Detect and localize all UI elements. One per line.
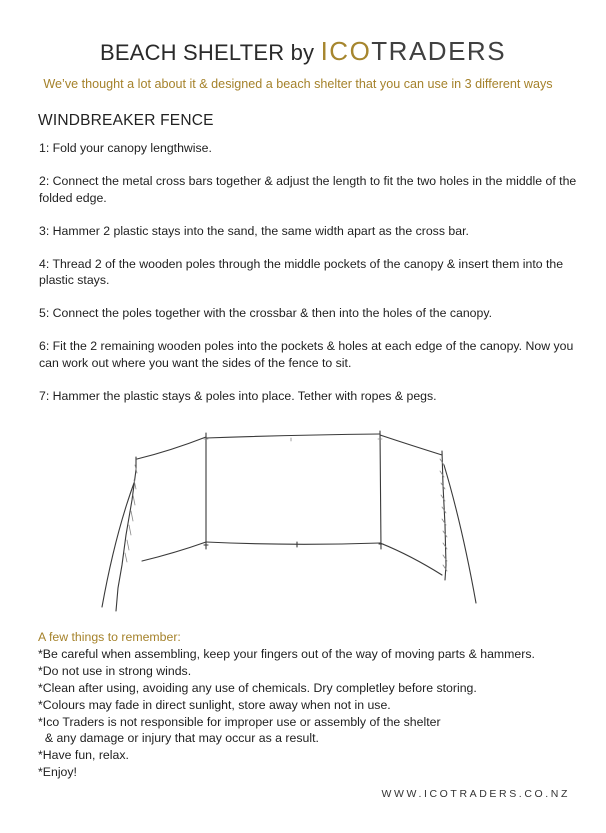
reminder-item: *Ico Traders is not responsible for improper use or assembly of the shelter xyxy=(38,714,441,729)
reminder-item: *Colours may fade in direct sunlight, store away when not in use. xyxy=(38,697,391,712)
reminder-item: & any damage or injury that may occur as a result. xyxy=(38,731,319,746)
step-4: 4: Thread 2 of the wooden poles through the middle pockets of the canopy & insert them into the plastic stays. xyxy=(39,256,564,287)
crossbar-marks xyxy=(204,438,382,441)
middle-top-edge xyxy=(206,434,380,438)
section-title: WINDBREAKER FENCE xyxy=(38,112,214,129)
website-link[interactable]: WWW.ICOTRADERS.CO.NZ xyxy=(381,788,570,800)
tagline: We’ve thought a lot about it & designed a beach shelter that you can use in 3 different ways xyxy=(43,77,553,91)
middle-bottom-edge xyxy=(206,542,380,544)
reminder-item: *Have fun, relax. xyxy=(38,748,129,763)
reminders-section xyxy=(38,629,598,781)
right-panel-bottom-edge xyxy=(380,543,442,575)
reminder-item: *Do not use in strong winds. xyxy=(38,663,192,678)
step-1: 1: Fold your canopy lengthwise. xyxy=(39,141,212,155)
page-title xyxy=(0,36,606,67)
left-panel-bottom-edge xyxy=(142,542,206,561)
left-pole xyxy=(116,457,136,611)
reminders-heading: A few things to remember: xyxy=(38,630,181,644)
right-panel-top-edge xyxy=(380,435,442,455)
step-2: 2: Connect the metal cross bars together & adjust the length to fit the two holes in the middle of the folded edge. xyxy=(39,174,577,205)
step-5: 5: Connect the poles together with the crossbar & then into the holes of the canopy. xyxy=(39,306,492,320)
reminder-item: *Clean after using, avoiding any use of chemicals. Dry completley before storing. xyxy=(38,680,477,695)
left-panel-top-edge xyxy=(137,437,206,459)
step-7: 7: Hammer the plastic stays & poles into place. Tether with ropes & pegs. xyxy=(39,388,437,403)
brand-logo-rest: TRADERS xyxy=(371,36,507,66)
reminder-item: *Enjoy! xyxy=(38,765,77,780)
right-guy-line xyxy=(444,465,476,603)
reminder-item: *Be careful when assembling, keep your fingers out of the way of moving parts & hammers. xyxy=(38,646,535,661)
brand-logo xyxy=(321,36,506,66)
brand-logo-ico: ICO xyxy=(320,36,372,66)
windbreaker-fence-illustration xyxy=(80,425,500,625)
step-3: 3: Hammer 2 plastic stays into the sand, the same width apart as the cross bar. xyxy=(39,223,469,238)
title-prefix: BEACH SHELTER by xyxy=(99,40,321,65)
instruction-steps xyxy=(39,140,579,421)
middle-right-pole xyxy=(380,431,381,549)
step-6: 6: Fit the 2 remaining wooden poles into the pockets & holes at each edge of the canopy. Now you can work out where you want the sides of the fence to sit. xyxy=(39,339,574,370)
